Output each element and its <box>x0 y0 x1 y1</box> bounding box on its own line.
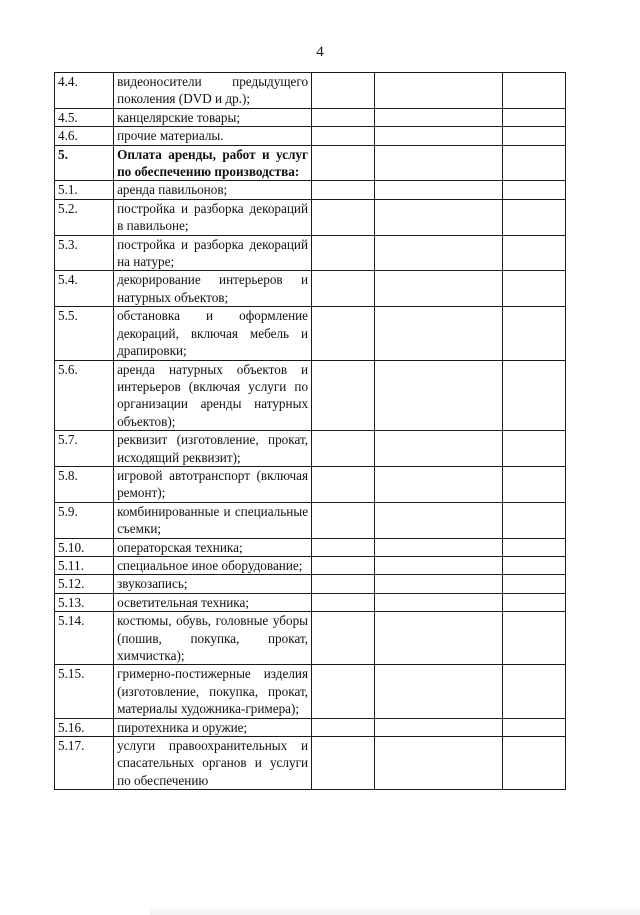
empty-cell <box>375 235 502 271</box>
empty-cell <box>312 718 375 736</box>
row-number: 5.6. <box>55 360 114 431</box>
empty-cell <box>312 199 375 235</box>
empty-cell <box>502 593 565 611</box>
empty-cell <box>375 556 502 574</box>
table-row <box>55 665 566 718</box>
table-row <box>55 235 566 271</box>
table-row <box>55 360 566 431</box>
empty-cell <box>502 127 565 145</box>
empty-cell <box>312 538 375 556</box>
empty-cell <box>502 431 565 467</box>
row-number: 5.17. <box>55 737 114 790</box>
empty-cell <box>502 612 565 665</box>
table-row <box>55 199 566 235</box>
row-description: специальное иное оборудование; <box>114 556 312 574</box>
empty-cell <box>375 593 502 611</box>
empty-cell <box>502 665 565 718</box>
table-row <box>55 593 566 611</box>
empty-cell <box>375 502 502 538</box>
empty-cell <box>502 556 565 574</box>
empty-cell <box>375 466 502 502</box>
row-description: операторская техника; <box>114 538 312 556</box>
row-description: постройка и разборка декораций на натуре; <box>114 235 312 271</box>
empty-cell <box>375 360 502 431</box>
empty-cell <box>502 538 565 556</box>
empty-cell <box>312 431 375 467</box>
table-row <box>55 307 566 360</box>
empty-cell <box>502 360 565 431</box>
row-description: услуги правоохранительных и спасательных органов и услуги по обеспечению <box>114 737 312 790</box>
empty-cell <box>375 612 502 665</box>
row-number: 5.7. <box>55 431 114 467</box>
row-number: 5.13. <box>55 593 114 611</box>
empty-cell <box>375 127 502 145</box>
table-row <box>55 127 566 145</box>
empty-cell <box>375 181 502 199</box>
table-row <box>55 431 566 467</box>
empty-cell <box>375 145 502 181</box>
table-row <box>55 575 566 593</box>
row-description: звукозапись; <box>114 575 312 593</box>
table-body <box>55 73 566 790</box>
row-description: комбинированные и специальные съемки; <box>114 502 312 538</box>
row-description: костюмы, обувь, головные уборы (пошив, покупка, прокат, химчистка); <box>114 612 312 665</box>
row-number: 5.10. <box>55 538 114 556</box>
row-number: 5.12. <box>55 575 114 593</box>
row-number: 4.5. <box>55 108 114 126</box>
row-description: прочие материалы. <box>114 127 312 145</box>
page-number: 4 <box>316 44 324 60</box>
row-description: Оплата аренды, работ и услуг по обеспечению производства: <box>114 145 312 181</box>
row-number: 5.14. <box>55 612 114 665</box>
row-number: 5.3. <box>55 235 114 271</box>
table-row <box>55 271 566 307</box>
row-description: аренда натурных объектов и интерьеров (включая услуги по организации аренды натурных объектов); <box>114 360 312 431</box>
row-description: обстановка и оформление декораций, включая мебель и драпировки; <box>114 307 312 360</box>
empty-cell <box>312 127 375 145</box>
empty-cell <box>312 271 375 307</box>
table-row <box>55 612 566 665</box>
empty-cell <box>312 466 375 502</box>
row-description: канцелярские товары; <box>114 108 312 126</box>
table-row <box>55 718 566 736</box>
empty-cell <box>502 718 565 736</box>
empty-cell <box>312 593 375 611</box>
row-description: осветительная техника; <box>114 593 312 611</box>
empty-cell <box>375 199 502 235</box>
empty-cell <box>502 271 565 307</box>
empty-cell <box>375 575 502 593</box>
budget-table <box>54 72 566 790</box>
row-number: 5. <box>55 145 114 181</box>
table-row <box>55 556 566 574</box>
empty-cell <box>312 575 375 593</box>
table-row <box>55 538 566 556</box>
empty-cell <box>375 73 502 109</box>
table-row <box>55 108 566 126</box>
scan-edge <box>150 906 640 915</box>
empty-cell <box>312 235 375 271</box>
row-description: видеоносители предыдущего поколения (DVD и др.); <box>114 73 312 109</box>
empty-cell <box>502 145 565 181</box>
empty-cell <box>502 502 565 538</box>
table-row <box>55 181 566 199</box>
row-description: аренда павильонов; <box>114 181 312 199</box>
row-number: 5.16. <box>55 718 114 736</box>
row-number: 5.1. <box>55 181 114 199</box>
empty-cell <box>375 108 502 126</box>
empty-cell <box>312 108 375 126</box>
empty-cell <box>312 502 375 538</box>
empty-cell <box>375 737 502 790</box>
empty-cell <box>502 466 565 502</box>
row-number: 5.15. <box>55 665 114 718</box>
row-number: 5.11. <box>55 556 114 574</box>
empty-cell <box>312 181 375 199</box>
empty-cell <box>312 145 375 181</box>
table-row <box>55 145 566 181</box>
empty-cell <box>502 181 565 199</box>
empty-cell <box>502 307 565 360</box>
row-description: декорирование интерьеров и натурных объектов; <box>114 271 312 307</box>
empty-cell <box>312 612 375 665</box>
empty-cell <box>312 737 375 790</box>
row-number: 5.9. <box>55 502 114 538</box>
row-description: постройка и разборка декораций в павильоне; <box>114 199 312 235</box>
empty-cell <box>312 556 375 574</box>
empty-cell <box>375 271 502 307</box>
empty-cell <box>312 360 375 431</box>
empty-cell <box>312 307 375 360</box>
row-number: 4.6. <box>55 127 114 145</box>
row-number: 5.5. <box>55 307 114 360</box>
empty-cell <box>502 199 565 235</box>
row-description: пиротехника и оружие; <box>114 718 312 736</box>
empty-cell <box>375 665 502 718</box>
empty-cell <box>375 431 502 467</box>
empty-cell <box>502 737 565 790</box>
empty-cell <box>502 73 565 109</box>
table-row <box>55 73 566 109</box>
table-row <box>55 502 566 538</box>
empty-cell <box>375 538 502 556</box>
row-description: гримерно-постижерные изделия (изготовление, покупка, прокат, материалы художника-гримера); <box>114 665 312 718</box>
row-number: 5.2. <box>55 199 114 235</box>
empty-cell <box>375 307 502 360</box>
empty-cell <box>312 665 375 718</box>
empty-cell <box>502 575 565 593</box>
row-number: 4.4. <box>55 73 114 109</box>
empty-cell <box>502 235 565 271</box>
row-description: игровой автотранспорт (включая ремонт); <box>114 466 312 502</box>
row-description: реквизит (изготовление, прокат, исходящий реквизит); <box>114 431 312 467</box>
empty-cell <box>375 718 502 736</box>
table-row <box>55 737 566 790</box>
empty-cell <box>312 73 375 109</box>
empty-cell <box>502 108 565 126</box>
table-row <box>55 466 566 502</box>
row-number: 5.8. <box>55 466 114 502</box>
row-number: 5.4. <box>55 271 114 307</box>
